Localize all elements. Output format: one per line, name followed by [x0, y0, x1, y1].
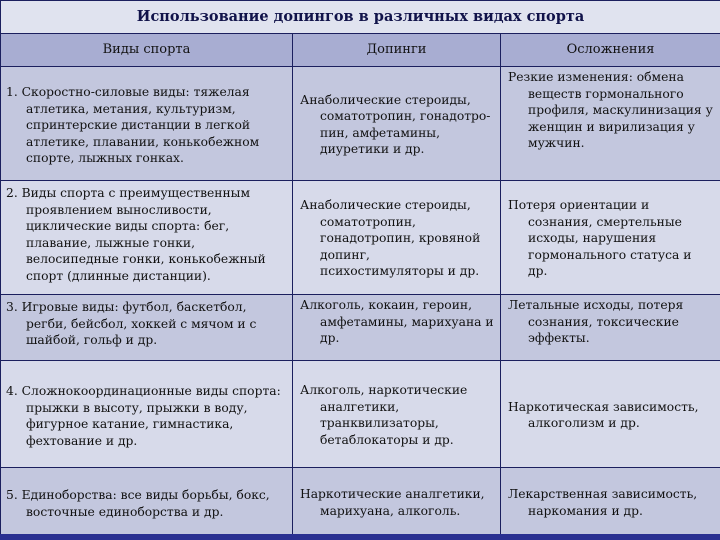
table-title: Использование допингов в различных видах спорта	[1, 1, 720, 34]
sport-text: 5. Единоборства: все виды борьбы, бокс, восточные единоборства и др.	[6, 488, 270, 519]
sport-cell	[1, 295, 293, 361]
table-row	[1, 361, 720, 468]
sport-cell	[1, 468, 293, 536]
table-row	[1, 181, 720, 295]
doping-text: Анаболические стероиды, соматотропин, гонадотропин, кровяной допинг, психостимуляторы и др.	[300, 198, 481, 279]
header-row	[1, 34, 720, 67]
doping-cell	[293, 181, 501, 295]
complications-cell	[501, 67, 720, 181]
doping-cell	[293, 295, 501, 361]
complications-cell	[501, 295, 720, 361]
table-row	[1, 295, 720, 361]
title-row	[1, 1, 720, 34]
doping-text: Алкоголь, кокаин, героин, амфетамины, марихуана и др.	[300, 298, 494, 345]
complications-text: Наркотическая зависимость, алкоголизм и др.	[508, 399, 699, 430]
doping-text: Наркотические аналгетики, марихуана, алкоголь.	[300, 487, 485, 518]
sport-text: 3. Игровые виды: футбол, баскетбол, регби, бейсбол, хоккей с мячом и с шайбой, гольф и др.	[6, 300, 257, 347]
doping-cell	[293, 361, 501, 468]
column-header-sports: Виды спорта	[1, 34, 293, 67]
complications-text: Летальные исходы, потеря сознания, токсические эффекты.	[508, 298, 684, 345]
doping-cell	[293, 67, 501, 181]
complications-cell	[501, 361, 720, 468]
doping-cell	[293, 468, 501, 536]
complications-text: Лекарственная зависимость, наркомания и др.	[508, 487, 698, 518]
table-row	[1, 468, 720, 536]
sport-text: 1. Скоростно-силовые виды: тяжелая атлетика, метания, культуризм, спринтерские дистанции в легкой атлетике, плавании, конькобежном спорте, лыжных гонках.	[6, 85, 260, 166]
sport-cell	[1, 181, 293, 295]
complications-text: Резкие изменения: обмена веществ гормонального профиля, маскулинизация у женщин и вирилизация у мужчин.	[508, 70, 713, 150]
column-header-complications: Осложнения	[501, 34, 720, 67]
sport-cell	[1, 361, 293, 468]
complications-cell	[501, 181, 720, 295]
complications-text: Потеря ориентации и сознания, смертельные исходы, нарушения гормонального статуса и др.	[508, 198, 692, 279]
table-row	[1, 67, 720, 181]
sport-text: 4. Сложнокоординационные виды спорта: прыжки в высоту, прыжки в воду, фигурное катание, гимнастика, фехтование и др.	[6, 384, 281, 448]
sport-cell	[1, 67, 293, 181]
sport-text: 2. Виды спорта с преимущественным проявлением выносливости, циклические виды спорта: бег, плавание, лыжные гонки, велосипедные гонки, конькобежный спорт (длинные дистанции).	[6, 186, 266, 283]
doping-text: Алкоголь, наркотические аналгетики, транквилизаторы, бетаблокаторы и др.	[300, 383, 468, 447]
doping-text: Анаболические стероиды, соматотропин, гонадотро-пин, амфетамины, диуретики и др.	[300, 92, 491, 156]
bottom-strip	[0, 534, 720, 540]
complications-cell	[501, 468, 720, 536]
column-header-doping: Допинги	[293, 34, 501, 67]
